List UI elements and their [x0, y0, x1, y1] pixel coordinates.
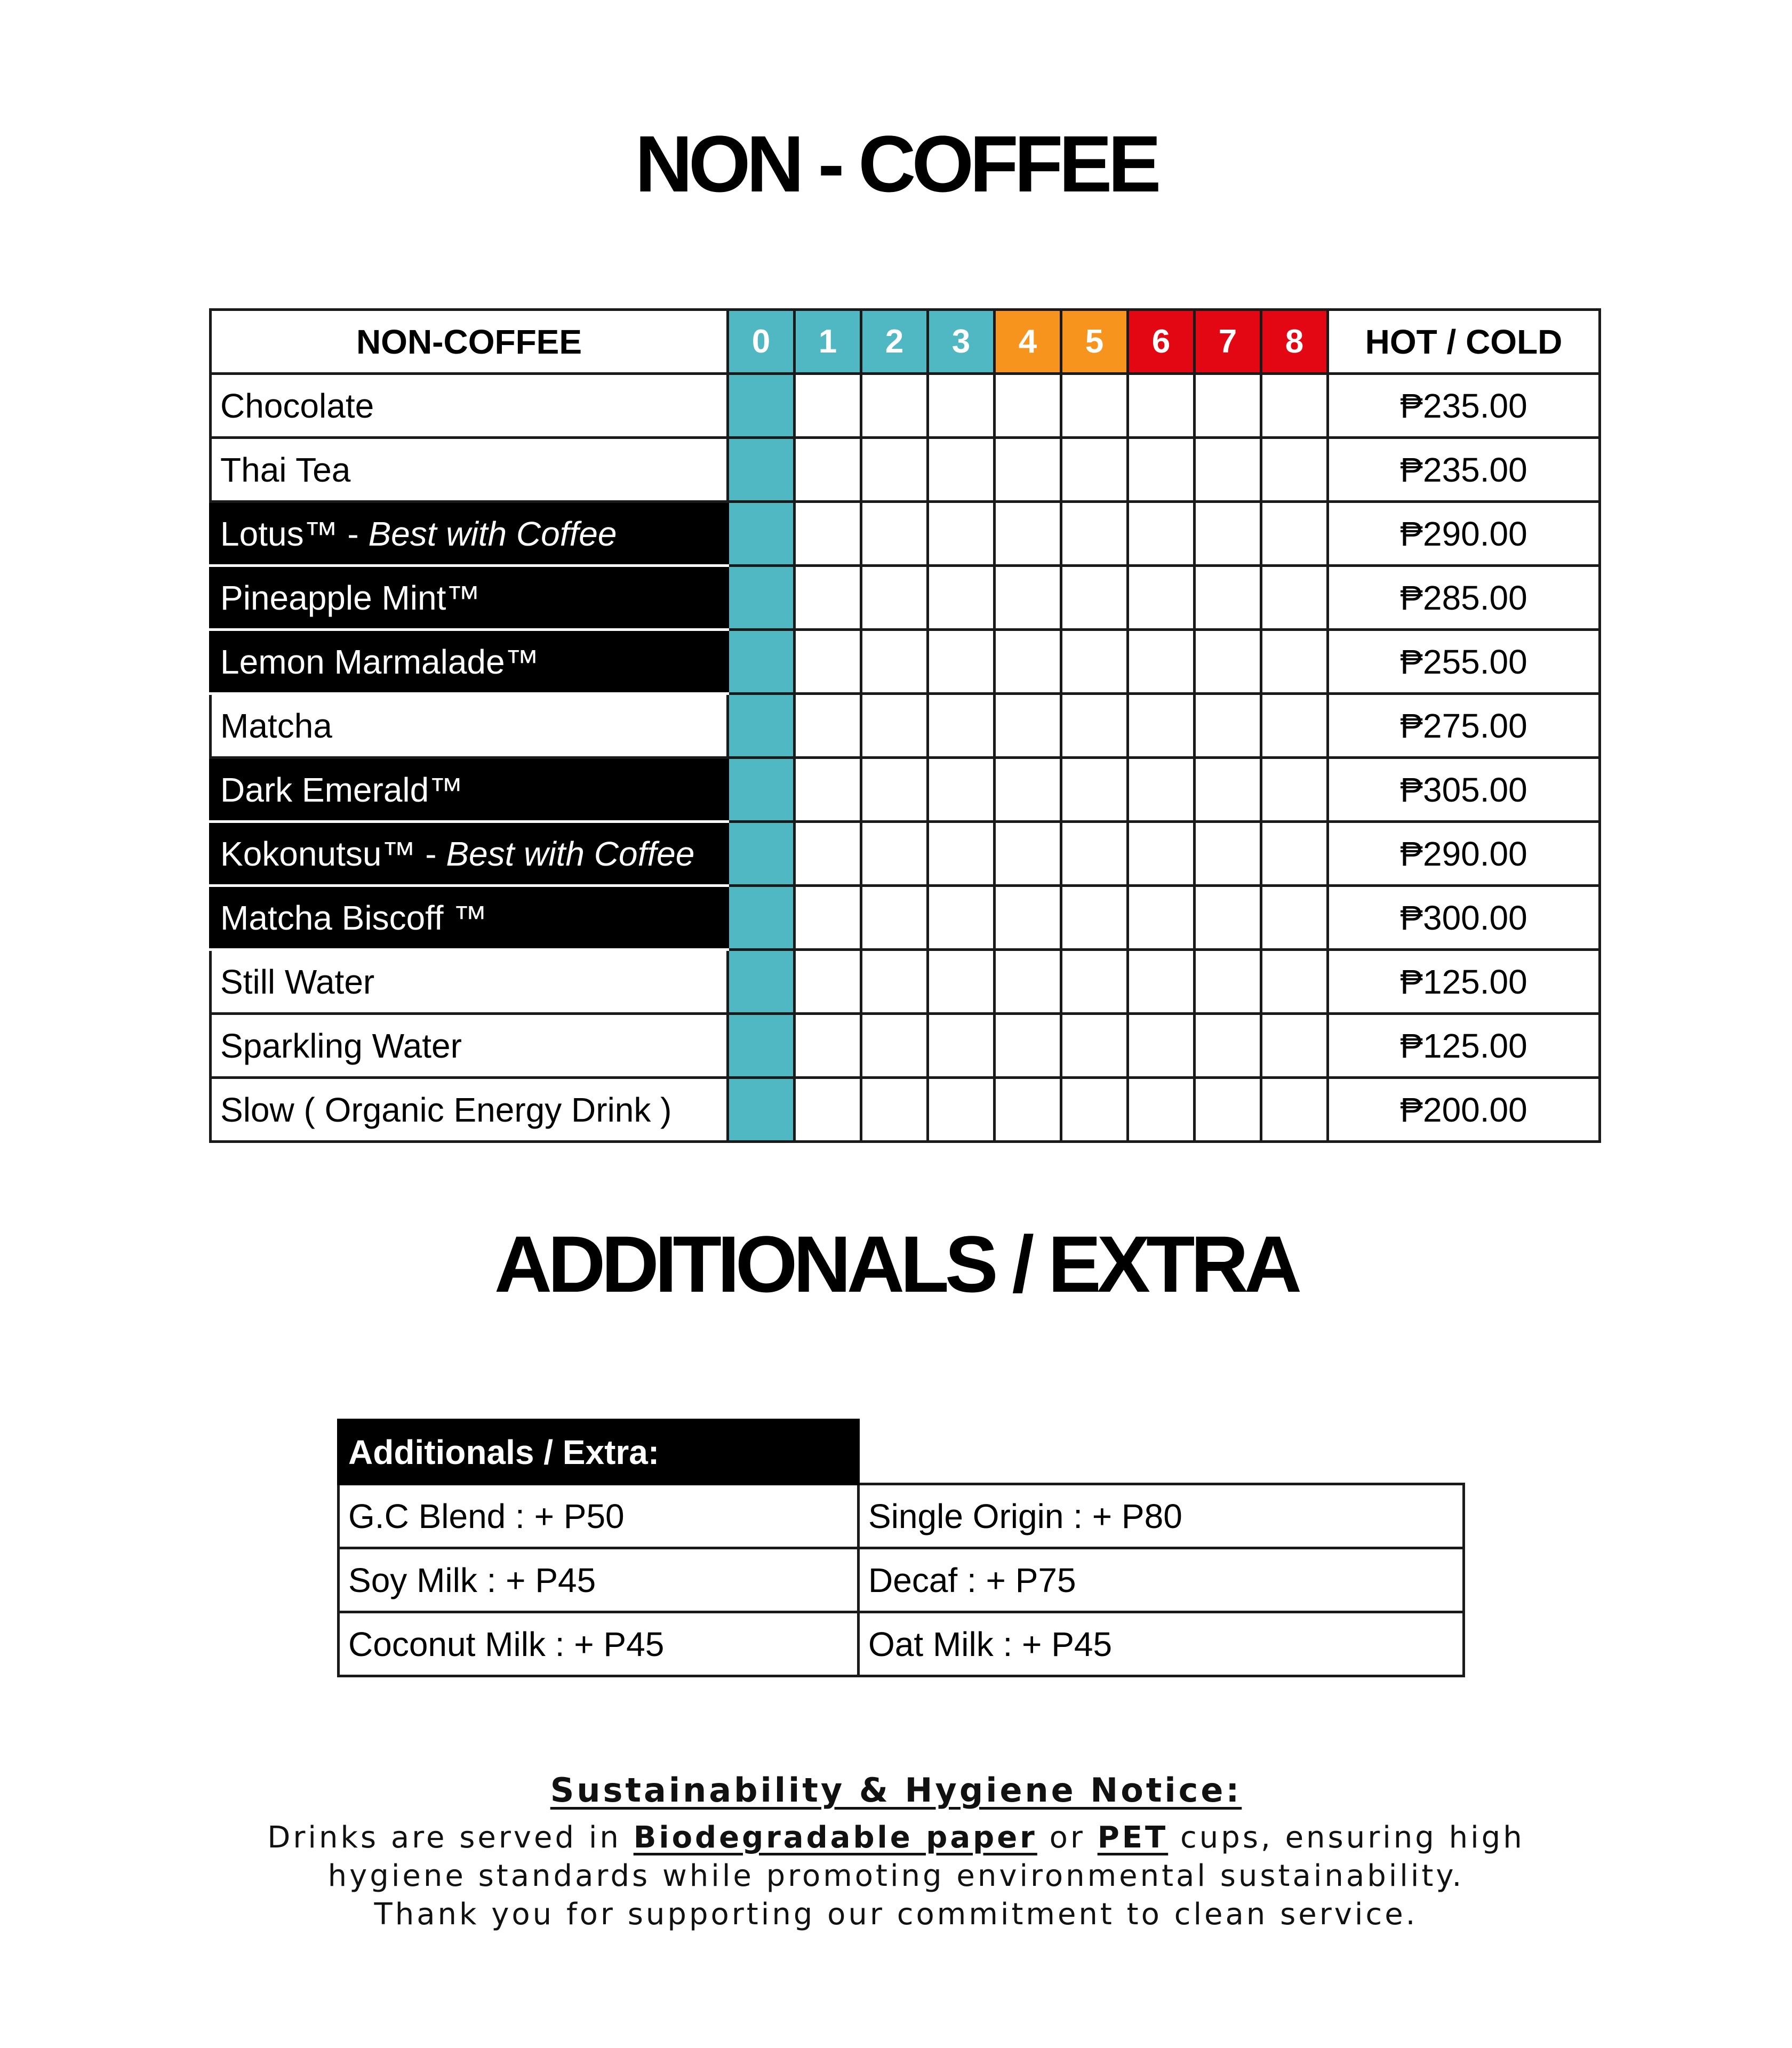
level-cell-6[interactable] [1128, 374, 1195, 438]
item-price: ₱125.00 [1328, 1014, 1600, 1078]
table-body [211, 374, 1600, 1142]
additionals-row [339, 1612, 1464, 1676]
level-cell-6[interactable] [1128, 694, 1195, 758]
item-name [211, 758, 728, 822]
level-cell-4[interactable] [995, 438, 1061, 502]
level-cell-8[interactable] [1261, 822, 1328, 886]
item-price: ₱275.00 [1328, 694, 1600, 758]
table-row [211, 1078, 1600, 1142]
level-cell-5[interactable] [1061, 1078, 1128, 1142]
level-cell-7[interactable] [1195, 950, 1261, 1014]
notice-text: Drinks are served in [267, 1820, 634, 1855]
level-cell-3[interactable] [928, 374, 995, 438]
level-cell-0[interactable] [728, 438, 795, 502]
level-cell-6[interactable] [1128, 950, 1195, 1014]
level-cell-2[interactable] [861, 374, 928, 438]
level-cell-5[interactable] [1061, 374, 1128, 438]
level-cell-8[interactable] [1261, 566, 1328, 630]
item-name-text: Lotus™ [220, 514, 338, 553]
level-header-0: 0 [728, 310, 795, 374]
level-cell-1[interactable] [795, 566, 861, 630]
item-price: ₱235.00 [1328, 438, 1600, 502]
table-row [211, 886, 1600, 950]
notice-text: or [1037, 1820, 1098, 1855]
item-name [211, 822, 728, 886]
item-price: ₱125.00 [1328, 950, 1600, 1014]
table-row [211, 566, 1600, 630]
level-cell-5[interactable] [1061, 630, 1128, 694]
level-cell-0[interactable] [728, 630, 795, 694]
table-row [211, 694, 1600, 758]
level-cell-7[interactable] [1195, 630, 1261, 694]
level-cell-2[interactable] [861, 438, 928, 502]
additionals-table [337, 1419, 1465, 1677]
item-name [211, 374, 728, 438]
item-price: ₱200.00 [1328, 1078, 1600, 1142]
item-note: Best with Coffee [446, 834, 695, 873]
item-name [211, 566, 728, 630]
item-name [211, 886, 728, 950]
level-cell-4[interactable] [995, 630, 1061, 694]
level-cell-5[interactable] [1061, 694, 1128, 758]
item-name-text: Sparkling Water [220, 1026, 462, 1065]
level-cell-7[interactable] [1195, 1014, 1261, 1078]
level-cell-4[interactable] [995, 1014, 1061, 1078]
non-coffee-menu-table [209, 308, 1601, 1143]
level-cell-1[interactable] [795, 630, 861, 694]
level-cell-0[interactable] [728, 1078, 795, 1142]
level-cell-2[interactable] [861, 566, 928, 630]
table-header-row [211, 310, 1600, 374]
level-header-6: 6 [1128, 310, 1195, 374]
level-cell-5[interactable] [1061, 438, 1128, 502]
notice-line-1 [0, 1819, 1792, 1857]
level-cell-5[interactable] [1061, 502, 1128, 566]
additionals-header: Additionals / Extra: [339, 1420, 859, 1484]
level-cell-1[interactable] [795, 758, 861, 822]
additionals-body [339, 1420, 1464, 1676]
level-cell-7[interactable] [1195, 822, 1261, 886]
item-name-text: Matcha [220, 706, 332, 745]
table-row [211, 502, 1600, 566]
level-cell-7[interactable] [1195, 438, 1261, 502]
additionals-title: ADDITIONALS / EXTRA [494, 1219, 1298, 1309]
additional-item: Decaf : + P75 [859, 1548, 1464, 1612]
item-name [211, 694, 728, 758]
table-row [211, 950, 1600, 1014]
table-row [211, 822, 1600, 886]
level-cell-2[interactable] [861, 822, 928, 886]
level-cell-5[interactable] [1061, 950, 1128, 1014]
item-price: ₱255.00 [1328, 630, 1600, 694]
level-cell-4[interactable] [995, 374, 1061, 438]
level-cell-2[interactable] [861, 630, 928, 694]
level-cell-7[interactable] [1195, 694, 1261, 758]
level-cell-8[interactable] [1261, 438, 1328, 502]
table-row [211, 374, 1600, 438]
column-header-price: HOT / COLD [1328, 310, 1600, 374]
item-name-text: Slow ( Organic Energy Drink ) [220, 1090, 672, 1129]
level-cell-4[interactable] [995, 694, 1061, 758]
item-price: ₱235.00 [1328, 374, 1600, 438]
item-name-text: Chocolate [220, 386, 374, 425]
level-cell-2[interactable] [861, 1014, 928, 1078]
level-cell-4[interactable] [995, 822, 1061, 886]
notice-line-2: hygiene standards while promoting environmental sustainability. [327, 1859, 1465, 1893]
item-price: ₱300.00 [1328, 886, 1600, 950]
level-cell-1[interactable] [795, 1078, 861, 1142]
level-cell-8[interactable] [1261, 630, 1328, 694]
level-cell-6[interactable] [1128, 1078, 1195, 1142]
level-cell-8[interactable] [1261, 1014, 1328, 1078]
notice-line-3: Thank you for supporting our commitment to clean service. [374, 1897, 1418, 1932]
item-name-text: Pineapple Mint™ [220, 578, 481, 617]
additionals-header-row [339, 1420, 1464, 1484]
level-cell-6[interactable] [1128, 1014, 1195, 1078]
level-cell-5[interactable] [1061, 822, 1128, 886]
item-name-text: Still Water [220, 962, 375, 1001]
notice-text: cups, ensuring high [1168, 1820, 1525, 1855]
level-cell-2[interactable] [861, 694, 928, 758]
level-cell-0[interactable] [728, 950, 795, 1014]
level-cell-5[interactable] [1061, 566, 1128, 630]
level-cell-8[interactable] [1261, 758, 1328, 822]
notice-title: Sustainability & Hygiene Notice: [550, 1771, 1242, 1810]
item-name-text: Matcha Biscoff ™ [220, 898, 487, 937]
level-header-2: 2 [861, 310, 928, 374]
notice-emphasis-pet: PET [1097, 1820, 1169, 1855]
level-header-1: 1 [795, 310, 861, 374]
item-name-text: Kokonutsu™ [220, 834, 416, 873]
level-cell-6[interactable] [1128, 438, 1195, 502]
level-cell-3[interactable] [928, 694, 995, 758]
level-cell-6[interactable] [1128, 758, 1195, 822]
notice-emphasis-biodegradable: Biodegradable paper [633, 1820, 1037, 1855]
level-cell-6[interactable] [1128, 822, 1195, 886]
additionals-header-blank [859, 1420, 1464, 1484]
item-note: Best with Coffee [368, 514, 617, 553]
level-cell-5[interactable] [1061, 758, 1128, 822]
item-price: ₱290.00 [1328, 822, 1600, 886]
item-name-text: Dark Emerald™ [220, 770, 463, 809]
item-price: ₱305.00 [1328, 758, 1600, 822]
level-cell-1[interactable] [795, 438, 861, 502]
item-name-separator: - [415, 834, 446, 873]
level-cell-3[interactable] [928, 758, 995, 822]
level-cell-2[interactable] [861, 758, 928, 822]
additionals-row [339, 1484, 1464, 1548]
level-cell-3[interactable] [928, 1078, 995, 1142]
page-title: NON - COFFEE [635, 119, 1157, 209]
level-cell-8[interactable] [1261, 502, 1328, 566]
level-cell-3[interactable] [928, 566, 995, 630]
item-name [211, 1014, 728, 1078]
additionals-row [339, 1548, 1464, 1612]
level-cell-8[interactable] [1261, 950, 1328, 1014]
level-cell-1[interactable] [795, 950, 861, 1014]
level-header-7: 7 [1195, 310, 1261, 374]
level-cell-0[interactable] [728, 566, 795, 630]
level-cell-4[interactable] [995, 758, 1061, 822]
level-cell-6[interactable] [1128, 630, 1195, 694]
level-cell-2[interactable] [861, 886, 928, 950]
item-name [211, 950, 728, 1014]
level-cell-8[interactable] [1261, 374, 1328, 438]
level-cell-8[interactable] [1261, 1078, 1328, 1142]
level-cell-0[interactable] [728, 694, 795, 758]
level-cell-8[interactable] [1261, 886, 1328, 950]
additional-item: Single Origin : + P80 [859, 1484, 1464, 1548]
item-price: ₱290.00 [1328, 502, 1600, 566]
level-cell-0[interactable] [728, 822, 795, 886]
level-cell-3[interactable] [928, 950, 995, 1014]
level-cell-5[interactable] [1061, 886, 1128, 950]
level-cell-6[interactable] [1128, 886, 1195, 950]
column-header-name: NON-COFFEE [211, 310, 728, 374]
level-cell-4[interactable] [995, 886, 1061, 950]
level-cell-7[interactable] [1195, 502, 1261, 566]
level-cell-3[interactable] [928, 438, 995, 502]
item-name [211, 1078, 728, 1142]
level-cell-0[interactable] [728, 1014, 795, 1078]
item-name [211, 502, 728, 566]
level-cell-3[interactable] [928, 886, 995, 950]
level-cell-6[interactable] [1128, 502, 1195, 566]
level-header-4: 4 [995, 310, 1061, 374]
level-header-5: 5 [1061, 310, 1128, 374]
item-name [211, 630, 728, 694]
table-row [211, 630, 1600, 694]
item-name-separator: - [338, 514, 369, 553]
level-cell-1[interactable] [795, 886, 861, 950]
level-cell-7[interactable] [1195, 566, 1261, 630]
level-cell-0[interactable] [728, 374, 795, 438]
level-cell-6[interactable] [1128, 566, 1195, 630]
level-header-8: 8 [1261, 310, 1328, 374]
level-cell-3[interactable] [928, 822, 995, 886]
item-name-text: Lemon Marmalade™ [220, 642, 539, 681]
level-cell-1[interactable] [795, 1014, 861, 1078]
item-name-text: Thai Tea [220, 450, 351, 489]
level-cell-8[interactable] [1261, 694, 1328, 758]
additional-item: G.C Blend : + P50 [339, 1484, 859, 1548]
item-price: ₱285.00 [1328, 566, 1600, 630]
level-cell-3[interactable] [928, 630, 995, 694]
level-cell-2[interactable] [861, 1078, 928, 1142]
level-cell-7[interactable] [1195, 1078, 1261, 1142]
level-cell-1[interactable] [795, 374, 861, 438]
level-cell-4[interactable] [995, 502, 1061, 566]
level-header-3: 3 [928, 310, 995, 374]
additional-item: Oat Milk : + P45 [859, 1612, 1464, 1676]
level-cell-1[interactable] [795, 502, 861, 566]
level-cell-1[interactable] [795, 822, 861, 886]
level-cell-2[interactable] [861, 950, 928, 1014]
level-cell-3[interactable] [928, 1014, 995, 1078]
item-name [211, 438, 728, 502]
additional-item: Soy Milk : + P45 [339, 1548, 859, 1612]
table-row [211, 438, 1600, 502]
level-cell-4[interactable] [995, 950, 1061, 1014]
level-cell-4[interactable] [995, 1078, 1061, 1142]
additional-item: Coconut Milk : + P45 [339, 1612, 859, 1676]
level-cell-5[interactable] [1061, 1014, 1128, 1078]
level-cell-0[interactable] [728, 758, 795, 822]
level-cell-4[interactable] [995, 566, 1061, 630]
level-cell-2[interactable] [861, 502, 928, 566]
table-row [211, 1014, 1600, 1078]
level-cell-7[interactable] [1195, 374, 1261, 438]
level-cell-0[interactable] [728, 886, 795, 950]
table-row [211, 758, 1600, 822]
level-cell-0[interactable] [728, 502, 795, 566]
level-cell-7[interactable] [1195, 886, 1261, 950]
level-cell-1[interactable] [795, 694, 861, 758]
level-cell-3[interactable] [928, 502, 995, 566]
level-cell-7[interactable] [1195, 758, 1261, 822]
